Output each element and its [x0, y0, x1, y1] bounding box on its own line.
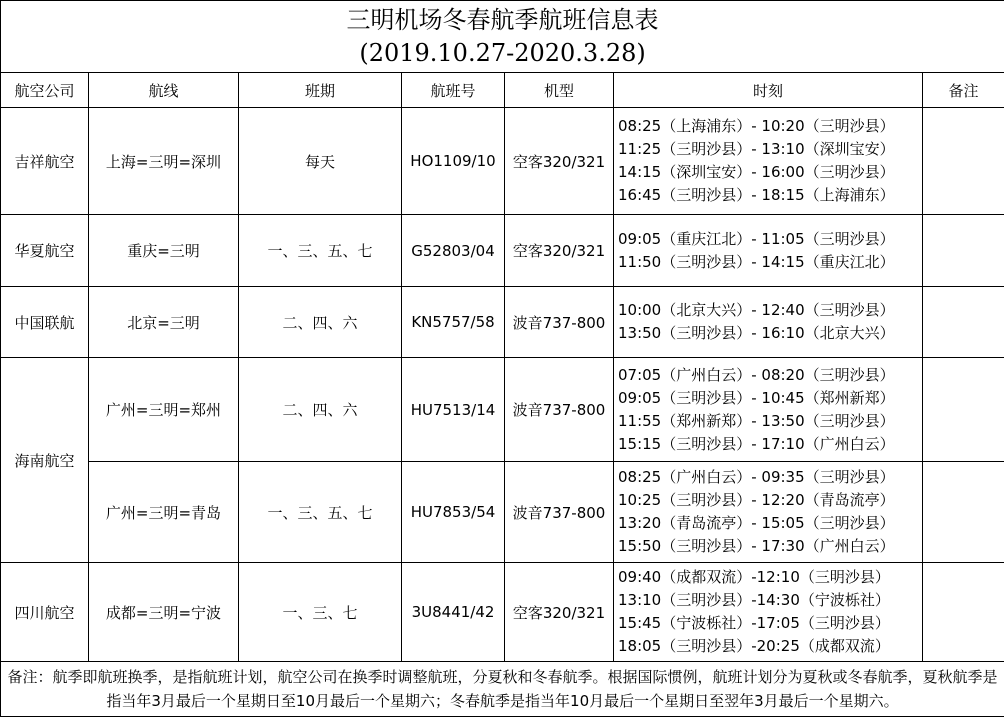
- days-cell: 一、三、五、七: [239, 462, 402, 563]
- time-line: 13:50（三明沙县）- 16:10（北京大兴）: [618, 322, 922, 345]
- route-cell: 上海=三明=深圳: [89, 108, 239, 215]
- table-row: [1, 358, 1004, 462]
- header-days: 班期: [239, 73, 402, 108]
- aircraft-cell: 波音737-800: [505, 287, 614, 358]
- time-line: 09:05（三明沙县）- 10:45（郑州新郑）: [618, 387, 922, 410]
- table-row: [1, 108, 1004, 215]
- time-line: 11:25（三明沙县）- 13:10（深圳宝安）: [618, 138, 922, 161]
- time-line: 14:15（深圳宝安）- 16:00（三明沙县）: [618, 161, 922, 184]
- route-cell: 北京=三明: [89, 287, 239, 358]
- time-line: 08:25（广州白云）- 09:35（三明沙县）: [618, 466, 922, 489]
- header-row: [1, 73, 1004, 108]
- days-cell: 二、四、六: [239, 358, 402, 462]
- time-line: 10:00（北京大兴）- 12:40（三明沙县）: [618, 299, 922, 322]
- time-line: 08:25（上海浦东）- 10:20（三明沙县）: [618, 115, 922, 138]
- days-cell: 每天: [239, 108, 402, 215]
- remark-cell: [923, 563, 1004, 662]
- remark-cell: [923, 462, 1004, 563]
- header-airline: 航空公司: [1, 73, 89, 108]
- remark-cell: [923, 358, 1004, 462]
- aircraft-cell: 空客320/321: [505, 108, 614, 215]
- remark-cell: [923, 287, 1004, 358]
- footnote: 备注：航季即航班换季，是指航班计划，航空公司在换季时调整航班，分夏秋和冬春航季。根据国际惯例，航班计划分为夏秋或冬春航季，夏秋航季是指当年3月最后一个星期日至10月最后一个星期六；冬春航季是指当年10月最后一个星期日至翌年3月最后一个星期六。: [1, 662, 1004, 717]
- time-line: 18:05（三明沙县）-20:25（成都双流）: [618, 635, 922, 658]
- header-flight: 航班号: [402, 73, 505, 108]
- header-aircraft: 机型: [505, 73, 614, 108]
- title-text: 三明机场冬春航季航班信息表: [1, 4, 1004, 37]
- airline-cell: 四川航空: [1, 563, 89, 662]
- airline-cell: 海南航空: [1, 358, 89, 563]
- flight-number-cell: 3U8441/42: [402, 563, 505, 662]
- times-cell: [614, 108, 923, 215]
- table-row: [1, 215, 1004, 287]
- table-row: [1, 287, 1004, 358]
- times-cell: [614, 215, 923, 287]
- days-cell: 一、三、五、七: [239, 215, 402, 287]
- route-cell: 重庆=三明: [89, 215, 239, 287]
- header-remark: 备注: [923, 73, 1004, 108]
- time-line: 11:50（三明沙县）- 14:15（重庆江北）: [618, 251, 922, 274]
- flight-number-cell: HU7853/54: [402, 462, 505, 563]
- flight-number-cell: HU7513/14: [402, 358, 505, 462]
- flight-number-cell: HO1109/10: [402, 108, 505, 215]
- header-route: 航线: [89, 73, 239, 108]
- airline-cell: 吉祥航空: [1, 108, 89, 215]
- time-line: 13:20（青岛流亭）- 15:05（三明沙县）: [618, 512, 922, 535]
- times-cell: [614, 563, 923, 662]
- aircraft-cell: 波音737-800: [505, 358, 614, 462]
- route-cell: 广州=三明=青岛: [89, 462, 239, 563]
- route-cell: 广州=三明=郑州: [89, 358, 239, 462]
- table-row: [1, 563, 1004, 662]
- aircraft-cell: 波音737-800: [505, 462, 614, 563]
- days-cell: 一、三、七: [239, 563, 402, 662]
- days-cell: 二、四、六: [239, 287, 402, 358]
- times-cell: [614, 287, 923, 358]
- aircraft-cell: 空客320/321: [505, 215, 614, 287]
- airline-cell: 华夏航空: [1, 215, 89, 287]
- time-line: 15:45（宁波栎社）-17:05（三明沙县）: [618, 612, 922, 635]
- time-line: 15:15（三明沙县）- 17:10（广州白云）: [618, 433, 922, 456]
- time-line: 09:05（重庆江北）- 11:05（三明沙县）: [618, 228, 922, 251]
- header-times: 时刻: [614, 73, 923, 108]
- time-line: 15:50（三明沙县）- 17:30（广州白云）: [618, 535, 922, 558]
- time-line: 16:45（三明沙县）- 18:15（上海浦东）: [618, 184, 922, 207]
- remark-cell: [923, 215, 1004, 287]
- time-line: 13:10（三明沙县）-14:30（宁波栎社）: [618, 589, 922, 612]
- route-cell: 成都=三明=宁波: [89, 563, 239, 662]
- table-row: [1, 462, 1004, 563]
- flight-number-cell: G52803/04: [402, 215, 505, 287]
- aircraft-cell: 空客320/321: [505, 563, 614, 662]
- date-range: (2019.10.27-2020.3.28): [1, 37, 1004, 70]
- flight-number-cell: KN5757/58: [402, 287, 505, 358]
- remark-cell: [923, 108, 1004, 215]
- times-cell: [614, 462, 923, 563]
- time-line: 09:40（成都双流）-12:10（三明沙县）: [618, 566, 922, 589]
- time-line: 10:25（三明沙县）- 12:20（青岛流亭）: [618, 489, 922, 512]
- time-line: 07:05（广州白云）- 08:20（三明沙县）: [618, 364, 922, 387]
- time-line: 11:55（郑州新郑）- 13:50（三明沙县）: [618, 410, 922, 433]
- times-cell: [614, 358, 923, 462]
- table-title: [1, 1, 1004, 73]
- airline-cell: 中国联航: [1, 287, 89, 358]
